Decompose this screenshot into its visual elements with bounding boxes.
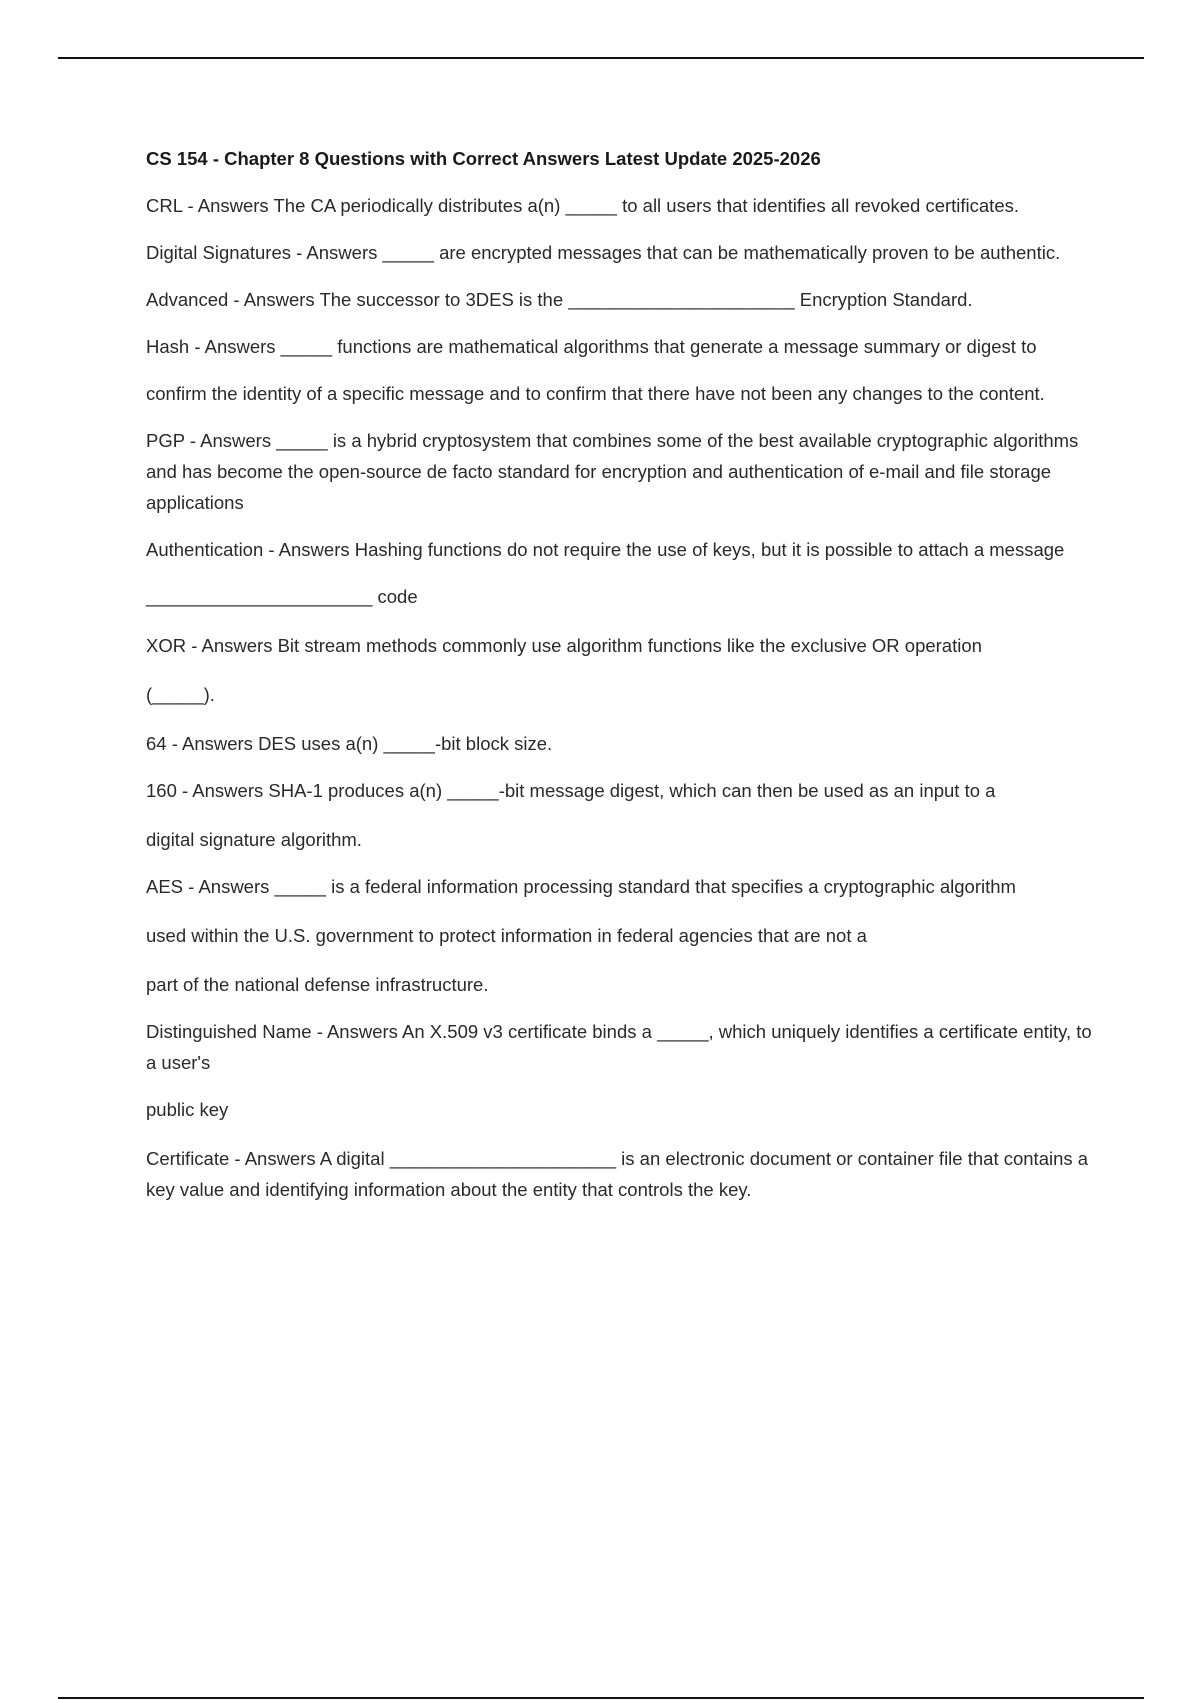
paragraph-aes-continued-2: part of the national defense infrastructure. xyxy=(146,974,489,995)
bottom-rule xyxy=(58,1697,1144,1699)
top-rule xyxy=(58,57,1144,59)
paragraph-advanced: Advanced - Answers The successor to 3DES is the ______________________ Encryption Standard. xyxy=(146,289,973,310)
paragraph-crl: CRL - Answers The CA periodically distributes a(n) _____ to all users that identifies all revoked certificates. xyxy=(146,195,1019,216)
paragraph-xor-continued: (_____). xyxy=(146,684,215,705)
paragraph-160: 160 - Answers SHA-1 produces a(n) _____-bit message digest, which can then be used as an input to a xyxy=(146,780,996,801)
paragraph-aes: AES - Answers _____ is a federal information processing standard that specifies a cryptographic algorithm xyxy=(146,876,1016,897)
paragraph-distinguished-name: Distinguished Name - Answers An X.509 v3 certificate binds a _____, which uniquely identifies a certificate entity, to a user's xyxy=(146,1021,1092,1073)
paragraph-160-continued: digital signature algorithm. xyxy=(146,829,362,850)
paragraph-64: 64 - Answers DES uses a(n) _____-bit block size. xyxy=(146,733,553,754)
paragraph-certificate: Certificate - Answers A digital ______________________ is an electronic document or container file that contains a key value and identifying information about the entity that controls the key. xyxy=(146,1148,1089,1200)
paragraph-hash: Hash - Answers _____ functions are mathematical algorithms that generate a message summary or digest to xyxy=(146,336,1037,357)
paragraph-hash-continued: confirm the identity of a specific message and to confirm that there have not been any changes to the content. xyxy=(146,383,1045,404)
paragraph-digital-signatures: Digital Signatures - Answers _____ are encrypted messages that can be mathematically proven to be authentic. xyxy=(146,242,1061,263)
paragraph-authentication: Authentication - Answers Hashing functions do not require the use of keys, but it is possible to attach a message xyxy=(146,539,1065,560)
paragraph-aes-continued-1: used within the U.S. government to protect information in federal agencies that are not a xyxy=(146,925,867,946)
document-title: CS 154 - Chapter 8 Questions with Correct Answers Latest Update 2025-2026 xyxy=(146,148,821,169)
document-body xyxy=(146,144,1106,1221)
paragraph-authentication-code: ______________________ code xyxy=(146,586,418,607)
paragraph-distinguished-name-continued: public key xyxy=(146,1099,229,1120)
paragraph-pgp: PGP - Answers _____ is a hybrid cryptosystem that combines some of the best available cryptographic algorithms and has become the open-source de facto standard for encryption and authentication of e-mail and file storage applications xyxy=(146,430,1079,513)
paragraph-xor: XOR - Answers Bit stream methods commonly use algorithm functions like the exclusive OR operation xyxy=(146,635,982,656)
